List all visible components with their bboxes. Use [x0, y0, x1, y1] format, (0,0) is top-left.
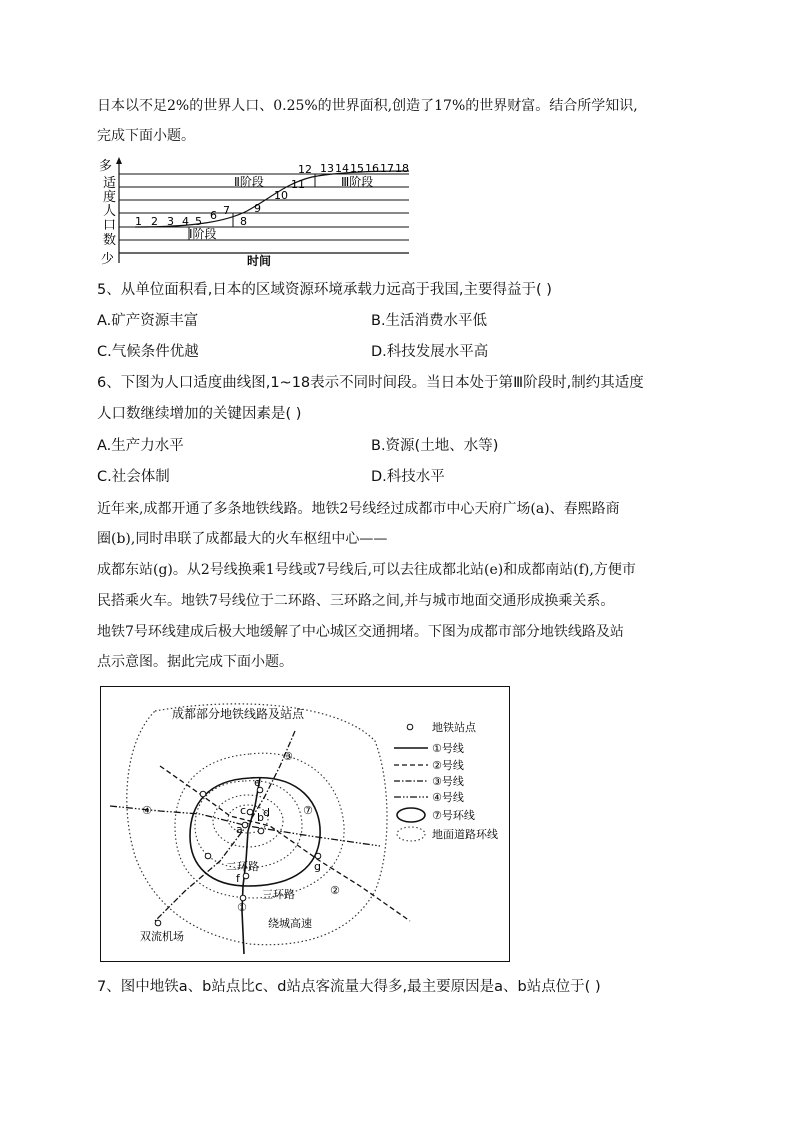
station-e-label: e — [254, 776, 261, 789]
line-7-marker: ⑦ — [303, 804, 313, 817]
period-number: 6 — [210, 209, 217, 222]
q6-option-a[interactable]: A.生产力水平 — [97, 438, 184, 454]
q5-option-a[interactable]: A.矿产资源丰富 — [97, 313, 199, 329]
station-marker — [258, 828, 264, 834]
period-number: 17 — [380, 162, 394, 175]
intro2-line-3: 成都东站(g)。从2号线换乘1号线或7号线后,可以去往成都北站(e)和成都南站(f),方便市 — [97, 562, 636, 578]
y-label-char: 人 — [103, 204, 117, 219]
y-axis-arrow — [116, 157, 122, 164]
station-marker — [315, 853, 321, 859]
station-marker — [242, 822, 248, 828]
metro-map — [100, 686, 510, 962]
legend-line-4: ④号线 — [432, 791, 464, 804]
intro2-line-1: 近年来,成都开通了多条地铁线路。地铁2号线经过成都市中心天府广场(a)、春熙路商 — [97, 501, 620, 517]
q6-option-d[interactable]: D.科技水平 — [371, 469, 445, 485]
period-number: 4 — [182, 215, 189, 228]
q6-stem-line-2: 人口数继续增加的关键因素是( ) — [97, 406, 302, 422]
q6-option-c[interactable]: C.社会体制 — [97, 469, 170, 485]
q5-stem: 5、从单位面积看,日本的区域资源环境承载力远高于我国,主要得益于( ) — [97, 282, 552, 298]
q6-stem-line-1: 6、下图为人口适度曲线图,1~18表示不同时间段。当日本处于第Ⅲ阶段时,制约其适度 — [97, 375, 644, 391]
y-label-char: 度 — [103, 190, 117, 205]
y-top-label: 多 — [99, 159, 113, 174]
station-a-label: a — [236, 823, 243, 836]
y-label-char: 适 — [103, 176, 117, 191]
line-2-marker: ② — [330, 884, 340, 897]
period-number: 8 — [240, 215, 247, 228]
q5-option-c[interactable]: C.气候条件优越 — [97, 344, 199, 360]
stage-1-label: Ⅰ阶段 — [189, 227, 217, 241]
station-b-label: b — [257, 811, 264, 824]
stage-3-label: Ⅲ阶段 — [341, 175, 374, 189]
legend-line-1: ①号线 — [432, 742, 464, 755]
airport-label: 双流机场 — [140, 930, 184, 943]
y-label-char: 口 — [103, 218, 117, 233]
period-number: 1 — [135, 215, 142, 228]
period-number: 9 — [254, 202, 261, 215]
population-chart — [97, 155, 417, 267]
station-marker — [247, 809, 253, 815]
legend-line-7: ⑦号环线 — [432, 809, 475, 822]
period-number: 14 — [335, 162, 349, 175]
q5-option-d[interactable]: D.科技发展水平高 — [371, 344, 489, 360]
period-number: 15 — [350, 162, 364, 175]
period-number: 2 — [151, 215, 158, 228]
intro2-line-5: 地铁7号环线建成后极大地缓解了中心城区交通拥堵。下图为成都市部分地铁线路及站 — [97, 624, 624, 640]
q5-option-b[interactable]: B.生活消费水平低 — [371, 313, 488, 329]
line-3-marker: ③ — [283, 750, 293, 763]
intro2-line-2: 圈(b),同时串联了成都最大的火车枢纽中心—— — [97, 531, 388, 547]
station-f-label: f — [236, 872, 240, 885]
station-marker — [240, 895, 246, 901]
stage-2-label: Ⅱ阶段 — [234, 175, 264, 189]
q6-option-b[interactable]: B.资源(土地、水等) — [371, 438, 499, 454]
station-d-label: d — [263, 806, 270, 819]
station-g-label: g — [314, 860, 321, 873]
intro2-line-6: 点示意图。据此完成下面小题。 — [97, 654, 293, 670]
intro-line-1: 日本以不足2%的世界人口、0.25%的世界面积,创造了17%的世界财富。结合所学知识, — [97, 98, 638, 114]
line-1-marker: ① — [237, 901, 247, 914]
legend-station-icon — [407, 724, 413, 730]
legend-ring: 地面道路环线 — [432, 828, 498, 841]
legend-line-2: ②号线 — [432, 759, 464, 772]
legend-line-3: ③号线 — [432, 775, 464, 788]
period-number: 11 — [291, 178, 305, 191]
station-c-label: c — [240, 804, 247, 817]
station-marker — [200, 791, 206, 797]
station-marker — [205, 853, 211, 859]
period-number: 3 — [167, 215, 174, 228]
line-4-marker: ④ — [142, 804, 152, 817]
intro-line-2: 完成下面小题。 — [97, 128, 195, 144]
y-label-char: 数 — [103, 233, 117, 248]
period-number: 12 — [298, 163, 312, 176]
period-number: 5 — [195, 215, 202, 228]
y-bottom-label: 少 — [101, 252, 115, 267]
period-number: 13 — [320, 162, 334, 175]
expressway-label: 绕城高速 — [268, 917, 312, 930]
map-title: 成都部分地铁线路及站点 — [172, 707, 305, 721]
q7-stem: 7、图中地铁a、b站点比c、d站点客流量大得多,最主要原因是a、b站点位于( ) — [97, 979, 601, 995]
period-number: 16 — [365, 162, 379, 175]
third-ring-road-label: 三环路 — [262, 888, 295, 901]
second-ring-road-label: 二环路 — [226, 860, 259, 873]
period-number: 10 — [274, 189, 288, 202]
period-number: 18 — [395, 162, 409, 175]
intro2-line-4: 民搭乘火车。地铁7号线位于二环路、三环路之间,并与城市地面交通形成换乘关系。 — [97, 593, 615, 609]
station-marker — [243, 873, 249, 879]
period-number: 7 — [223, 204, 230, 217]
station-marker — [155, 920, 161, 926]
x-axis-label: 时间 — [247, 254, 272, 267]
legend-station: 地铁站点 — [432, 721, 476, 734]
